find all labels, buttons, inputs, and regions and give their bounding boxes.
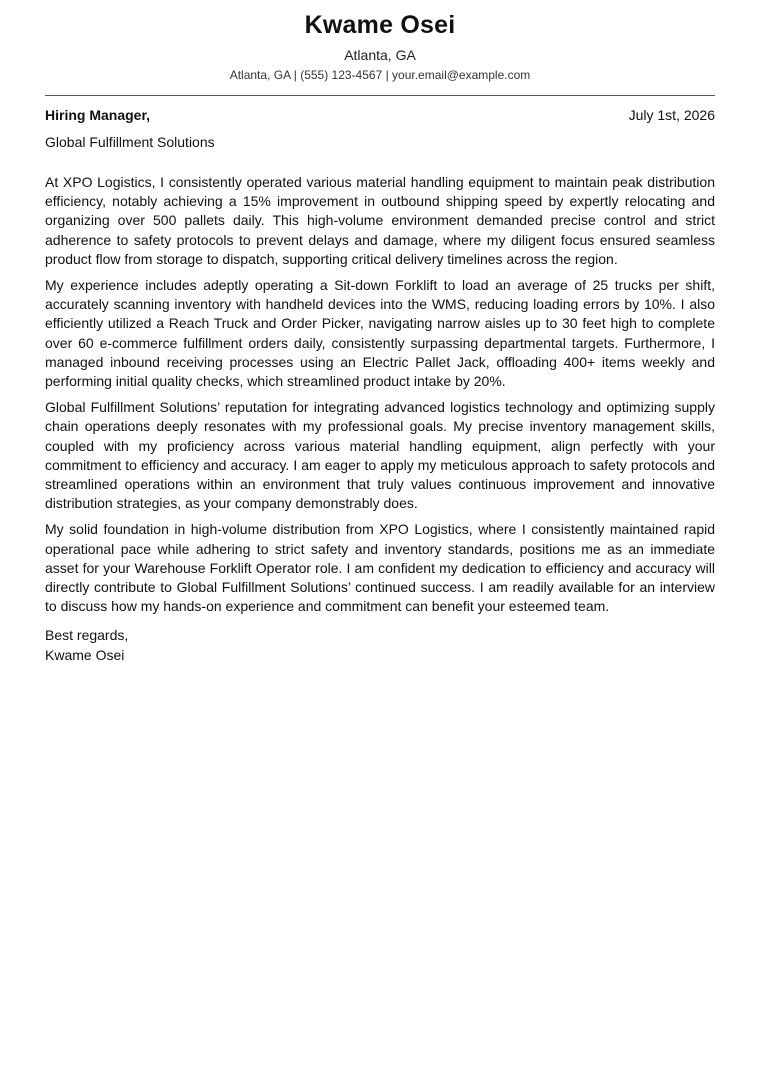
letter-closing	[45, 626, 715, 664]
recipient-company: Global Fulfillment Solutions	[45, 134, 215, 150]
recipient-line: Hiring Manager,	[45, 107, 151, 123]
letter-header	[45, 0, 715, 83]
body-paragraph-3: Global Fulfillment Solutions’ reputation for integrating advanced logistics technology and optimizing supply chain operations deeply resonates with my professional goals. My precise inventory management skills, coupled with my proficiency across various material handling equipment, align perfectly with your commitment to efficiency and accuracy. I am eager to apply my meticulous approach to safety protocols and streamlined operations within an environment that truly values continuous improvement and innovative distribution strategies, as your company demonstrably does.	[45, 399, 715, 512]
body-paragraph-2: My experience includes adeptly operating a Sit-down Forklift to load an average of 25 trucks per shift, accurately scanning inventory with handheld devices into the WMS, reducing loading errors by 10%. I also efficiently utilized a Reach Truck and Order Picker, navigating narrow aisles up to 30 feet high to complete over 60 e-commerce fulfillment orders daily, consistently surpassing departmental targets. Furthermore, I managed inbound receiving processes using an Electric Pallet Jack, offloading 400+ items weekly and performing initial quality checks, which streamlined product intake by 20%.	[45, 277, 715, 390]
letter-body	[45, 173, 715, 616]
closing-salutation: Best regards,	[45, 627, 129, 644]
body-paragraph-4: My solid foundation in high-volume distribution from XPO Logistics, where I consistently maintained rapid operational pace while adhering to strict safety and inventory standards, positions me as an immediate asset for your Warehouse Forklift Operator role. I am confident my dedication to efficiency and accuracy will directly contribute to Global Fulfillment Solutions’ continued success. I am readily available for an interview to discuss how my hands-on experience and commitment can benefit your esteemed team.	[45, 521, 715, 615]
letter-date: July 1st, 2026	[628, 107, 715, 123]
body-paragraph-1: At XPO Logistics, I consistently operated various material handling equipment to maintain peak distribution efficiency, notably achieving a 15% improvement in outbound shipping speed by expertly relocating and organizing over 500 pallets daily. This high-volume environment demanded precise control and strict adherence to safety protocols to prevent delays and damage, where my diligent focus ensured seamless product flow from storage to dispatch, supporting critical delivery timelines across the region.	[45, 174, 715, 267]
applicant-contact-line: Atlanta, GA | (555) 123-4567 | your.email@example.com	[229, 68, 531, 82]
closing-signature: Kwame Osei	[45, 646, 125, 663]
recipient-date-row	[45, 106, 715, 124]
applicant-location: Atlanta, GA	[344, 47, 416, 63]
applicant-name: Kwame Osei	[304, 11, 456, 39]
header-divider	[45, 95, 715, 96]
